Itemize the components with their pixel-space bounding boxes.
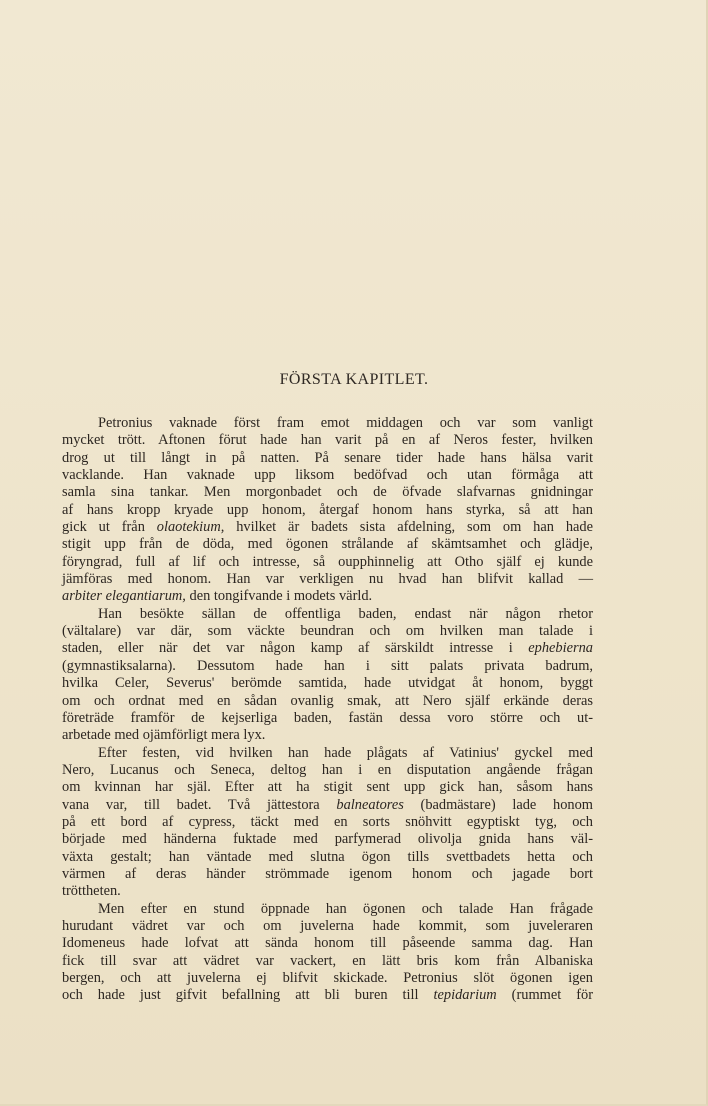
text-segment: och hade just gifvit befallning att bli buren till	[62, 987, 434, 1004]
text-line: Efter festen, vid hvilken han hade plågats af Vatinius' gyckel med	[98, 744, 593, 761]
text-line: hurudant vädret var och om juvelerna hade kommit, som juveleraren	[62, 917, 593, 934]
italic-term: arbiter elegantiarum,	[62, 588, 186, 605]
text-line: Nero, Lucanus och Seneca, deltog han i en disputation angående frågan	[62, 761, 593, 778]
text-line: samla sina tankar. Men morgonbadet och de öfvade slafvarnas gnidningar	[62, 484, 593, 501]
text-line: mycket trött. Aftonen förut hade han varit på en af Neros fester, hvilken	[62, 432, 593, 449]
italic-term: olaotekium,	[156, 519, 225, 536]
text-line	[62, 987, 593, 1004]
text-segment: (badmästare) lade honom	[403, 796, 593, 813]
text-line: stigit upp från de döda, med ögonen strålande af skämtsamhet och glädje,	[62, 536, 593, 553]
text-line: Han besökte sällan de offentliga baden, endast när någon rhetor	[98, 605, 593, 622]
text-line: jämföras med honom. Han var verkligen nu hvad han blifvit kallad —	[62, 571, 593, 588]
chapter-title: FÖRSTA KAPITLET.	[279, 371, 429, 388]
text-line: företräde framför de kejserliga baden, fastän dessa voro större och ut-	[62, 709, 593, 726]
text-segment: den tongifvande i modets värld.	[185, 588, 373, 605]
text-line: om kvinnan har själ. Efter att ha stigit sent upp gick han, såsom hans	[62, 779, 593, 796]
text-line: fick till svar att vädret var vackert, en lätt bris kom från Albaniska	[62, 952, 593, 969]
text-line: af hans kropp kryade upp honom, återgaf honom hans styrka, så att han	[62, 501, 593, 518]
text-line: arbetade med ojämförligt mera lyx.	[62, 727, 266, 744]
text-segment: (rummet för	[496, 987, 594, 1004]
body-text	[62, 415, 593, 1005]
text-segment: vana var, till badet. Två jättestora	[62, 796, 337, 813]
italic-term: ephebierna	[528, 640, 593, 657]
text-line: vacklande. Han vaknade upp liksom bedöfvad och utan förmåga att	[62, 467, 593, 484]
text-line: (vältalare) var där, som väckte beundran och om hvilken man talade i	[62, 623, 593, 640]
text-segment: staden, eller när det var någon kamp af särskildt intresse i	[62, 640, 529, 657]
text-line: tröttheten.	[62, 883, 121, 900]
text-line: Idomeneus hade lofvat att sända honom till påseende samma dag. Han	[62, 935, 593, 952]
text-line	[62, 519, 593, 536]
text-line: (gymnastiksalarna). Dessutom hade han i sitt palats privata badrum,	[62, 657, 593, 674]
text-line	[62, 640, 593, 657]
italic-term: balneatores	[336, 796, 404, 813]
text-line: hvilka Celer, Severus' berömde samtida, hade utvidgat åt honom, byggt	[62, 675, 593, 692]
text-line	[62, 588, 593, 605]
text-line: Men efter en stund öppnade han ögonen och talade Han frågade	[98, 900, 593, 917]
text-line: Petronius vaknade först fram emot middagen och var som vanligt	[98, 415, 593, 431]
text-line: om och ordnat med en sådan ovanlig smak, att Nero själf erkände deras	[62, 692, 593, 709]
text-line: växta gestalt; han väntade med slutna ögon tills svettbadets hetta och	[62, 848, 593, 865]
text-line: bergen, och att juvelerna ej blifvit skickade. Petronius slöt ögonen igen	[62, 970, 593, 986]
text-line: började med händerna fuktade med parfymerad olivolja gnida hans väl-	[62, 831, 593, 848]
text-line: drog ut till långt in på natten. På senare tider hade hans hälsa varit	[62, 449, 593, 466]
text-line: föryngrad, full af lif och intresse, så oupphinnelig att Otho själf ej kunde	[62, 553, 593, 570]
italic-term: tepidarium	[433, 987, 497, 1004]
text-segment: gick ut från	[62, 519, 157, 536]
text-line	[62, 797, 593, 814]
text-line: värmen af deras händer strömmade igenom honom och jagade bort	[62, 865, 593, 882]
text-line: på ett bord af cypress, täckt med en sorts snöhvitt egyptiskt tyg, och	[62, 813, 593, 830]
text-segment: hvilket är badets sista afdelning, som om han hade	[224, 519, 593, 536]
